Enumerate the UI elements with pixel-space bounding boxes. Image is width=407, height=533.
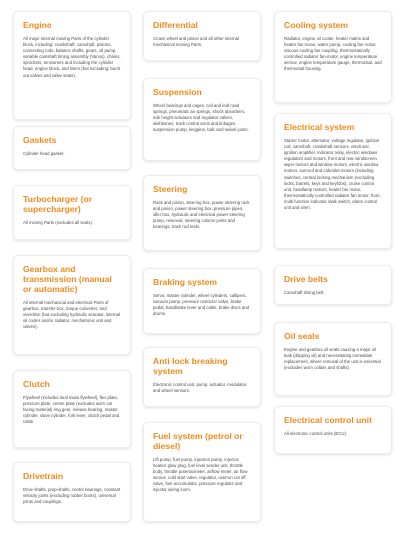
card-title: Fuel system (petrol or diesel)	[153, 431, 243, 451]
card-engine	[13, 11, 131, 120]
card-body: All moving Parts (excludes all seals).	[23, 220, 93, 225]
card-body: Camshaft timing belt.	[284, 290, 325, 295]
card-cooling-system	[274, 11, 392, 103]
card-body: Wheel bearings and cages, coil and leaf road springs, pneumatic air springs, shock absorbers, ride height actuators and regulator valves, wishbones, track control arms and linkages, suspension pump, kingpins, ball, and swivel joints.	[153, 103, 249, 133]
card-title: Anti lock breaking system	[153, 356, 228, 376]
card-body: Radiator, engine oil cooler, heater matrix and heater fan motor, water pump, cooling fan motor, viscous cooling fan coupling, thermostatically controlled radiator fan-motor, engine temperature sensor, engine temperature gauge, thermostat, and thermostat housing.	[284, 36, 382, 72]
card-title: Suspension	[153, 87, 202, 97]
card-suspension	[143, 78, 261, 161]
card-body: Lift pump, fuel pump, injection pump, injector, heater/ glow plug, fuel level sender unit, throttle body, throttle potentiometer, airflow meter, air flow sensor, cold start valve, regulator, overrun cut off valve, fuel accumulator, pressure regulator and injector wiring loom.	[153, 457, 248, 493]
card-turbocharger	[13, 185, 131, 240]
card-body: All major internal moving Parts of the cylinder block, including: crankshaft, camshaft, pistons, connecting rods, balance shafts, gears, oil pump, variable camshaft timing assembly (Vanos), chains, sprockets, tensioners and including the cylinder head, engine block, and liners (but excluding: burnt out valves and valve seats).	[23, 36, 121, 78]
card-title: Drivetrain	[23, 471, 64, 481]
card-body: Servo, master cylinder, wheel cylinders, callipers, vacuum pump, pressure restrictor valve, brake pedal, handbrake lever and cable, brake discs and drums.	[153, 293, 250, 317]
card-steering	[143, 175, 261, 251]
card-electrical-system	[274, 113, 392, 249]
card-title: Oil seals	[284, 331, 320, 341]
card-body: Drive shafts, prop-shafts, centre bearings, constant velocity joints (excluding rubber boots), universal joints and couplings.	[23, 487, 121, 505]
card-drive-belts	[274, 265, 392, 305]
card-braking	[143, 268, 261, 334]
card-title: Engine	[23, 20, 52, 30]
card-title: Electrical system	[284, 122, 355, 132]
card-body: Engine and gearbox oil seals causing a major oil leak (dripping oil) and necessitating immediate replacement, where removal of the unit is essential (excludes worn collars and shafts).	[284, 347, 381, 371]
card-drivetrain	[13, 462, 131, 522]
card-title: Differential	[153, 20, 198, 30]
card-body: Starter motor, alternator, voltage regulator, ignition coil, camshaft, crankshaft sensors, electronic ignition amplifier, indicator relay, electric windows regulators and motors, front and rear windscreen wiper motors and window motors, electric window motors, sunroof and cabriolet motors (including switches, central locking mechanism (excluding locks, barrels, keys and keyfobs), cruise control unit, headlamp motors, heater fan motor, thermostatically controlled radiator fan motor, horn, multi function indicator stalk switch, alarm control unit and siren.	[284, 138, 381, 211]
card-electrical-control-unit	[274, 406, 392, 454]
card-body: Flywheel (includes dual mass flywheel), flex plate, pressure plate, centre plate (excludes worn out facing material) ring gear, release bearing, master cylinder, slave cylinder, fork lever, clutch pedal and cable.	[23, 395, 120, 425]
card-clutch	[13, 370, 131, 448]
card-title: Clutch	[23, 379, 50, 389]
card-title: Gearbox and transmission (manual or automatic)	[23, 264, 112, 294]
card-oil-seals	[274, 322, 392, 396]
card-title: Steering	[153, 184, 188, 194]
card-title: Drive belts	[284, 274, 328, 284]
card-differential	[143, 11, 261, 61]
card-body: Rack and pinion, steering box, power steering rack and pinion, power steering box, pressure pipes, idler box, hydraulic and electrical power steering pump, reservoir, steering column joints and bearings, track rod ends.	[153, 200, 250, 230]
card-body: Crown wheel and pinion and all other internal mechanical moving Parts.	[153, 36, 239, 48]
card-title: Gaskets	[23, 135, 57, 145]
card-body: All internal mechanical and electrical Parts of gearbox, transfer box, torque converter, and overdrive (but excluding hydraulic actuator, internal oil cooler and/or radiator, mechatronic unit and valves).	[23, 300, 120, 330]
card-title: Turbocharger (or supercharger)	[23, 194, 93, 214]
card-body: Cylinder head gasket.	[23, 151, 65, 156]
card-title: Electrical control unit	[284, 415, 372, 425]
card-body: All electronic control units (ECU).	[284, 431, 348, 436]
card-fuel-system	[143, 422, 261, 522]
card-title: Cooling system	[284, 20, 348, 30]
card-body: Electronic control unit, pump, actuator, modulator and wheel sensors.	[153, 382, 247, 394]
card-anti-lock-braking	[143, 347, 261, 407]
card-gaskets	[13, 126, 131, 170]
card-title: Braking system	[153, 277, 218, 287]
card-gearbox	[13, 255, 131, 355]
